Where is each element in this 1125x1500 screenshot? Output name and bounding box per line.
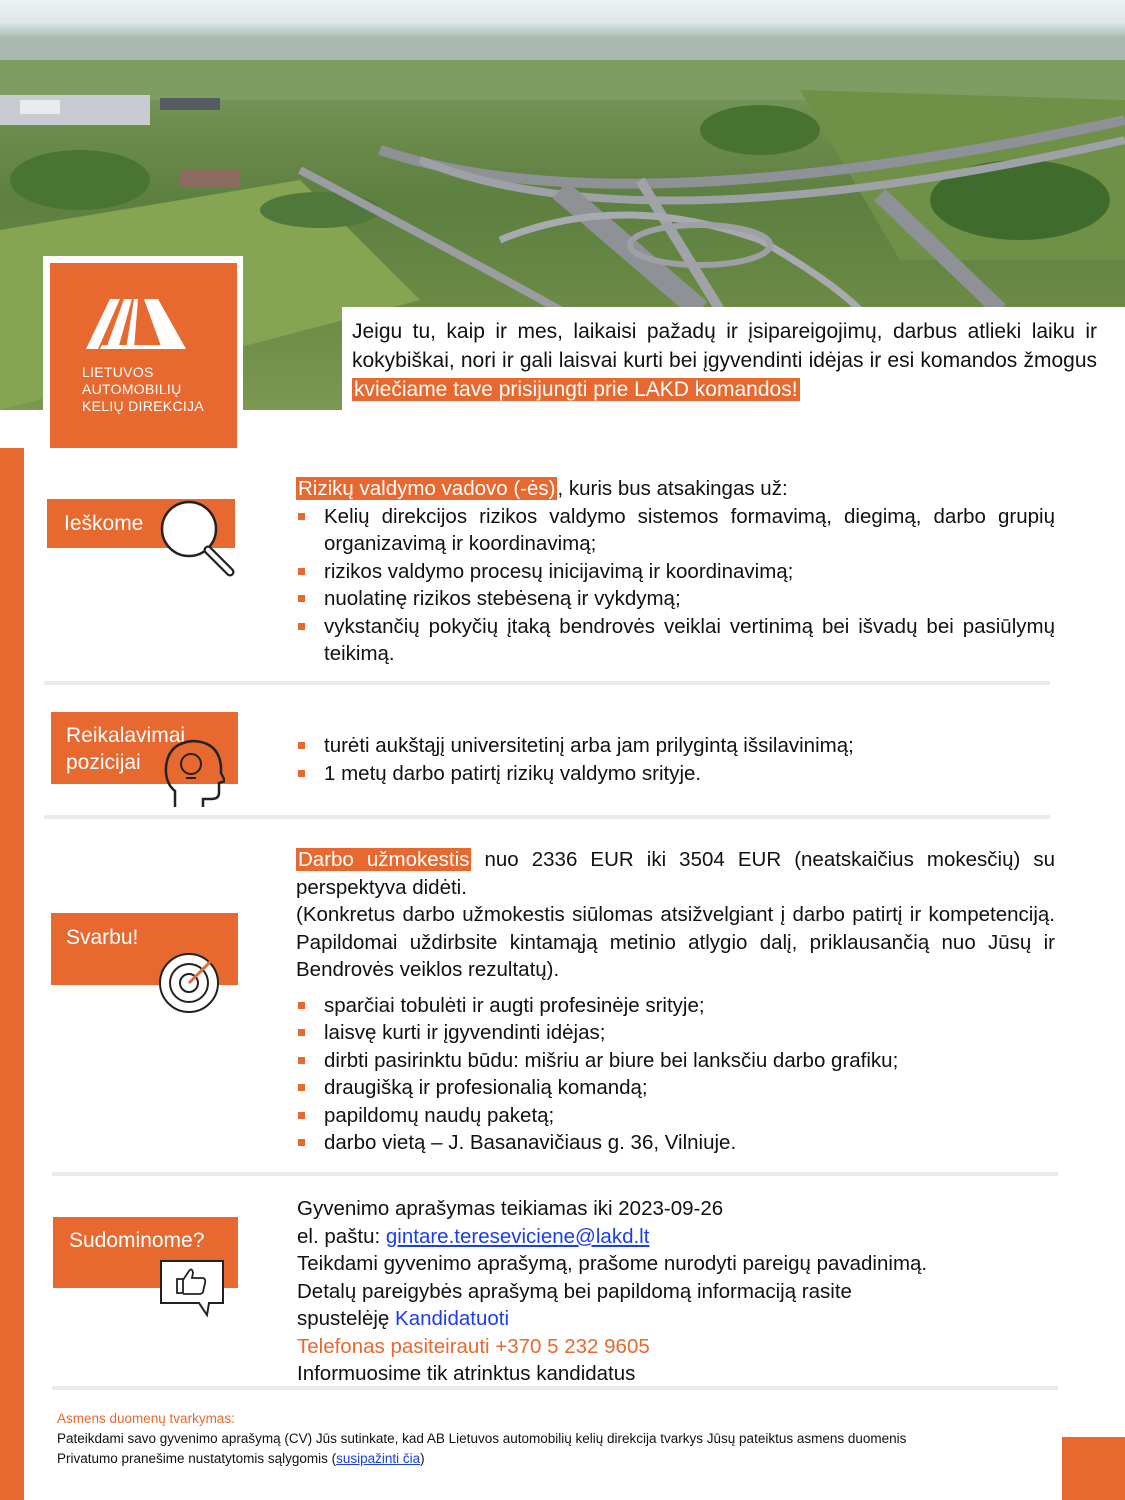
requirements-content (296, 732, 1055, 787)
apply-prefix: spustelėję (297, 1307, 396, 1330)
divider (52, 1172, 1058, 1176)
list-item: papildomų naudų paketą; (296, 1102, 1055, 1130)
tag-requirements-label-2: pozicijai (66, 751, 141, 774)
important-content (296, 846, 1055, 1157)
salary-paragraph (296, 846, 1055, 901)
tag-interested-label: Sudominome? (69, 1229, 205, 1252)
corner-accent-block (1062, 1437, 1125, 1500)
email-line (297, 1223, 1057, 1251)
email-prefix: el. paštu: (297, 1224, 386, 1248)
privacy-title: Asmens duomenų tvarkymas: (57, 1411, 235, 1426)
logo-line-2: AUTOMOBILIŲ (82, 381, 182, 397)
privacy-suffix: ) (420, 1451, 425, 1466)
salary-label: Darbo užmokestis (298, 848, 470, 871)
logo-frame (43, 256, 243, 454)
salary-note: (Konkretus darbo užmokestis siūlomas atsižvelgiant į darbo patirtį ir kompetenciją. Papildomai uždirbsite kintamąją metinio atlygio dalį, priklausančią nuo Jūsų ir Bendrovės veiklos rezultatų). (296, 903, 1055, 981)
tag-important-label: Svarbu! (66, 926, 139, 949)
logo-wordmark (82, 364, 204, 415)
position-title: Rizikų valdymo vadovo (-ės) (298, 477, 556, 500)
target-icon (158, 946, 228, 1016)
privacy-prefix: Privatumo pranešime nustatytomis sąlygomis ( (57, 1451, 337, 1466)
salary-text: nuo 2336 EUR iki 3504 EUR (neatskaičius mokesčių) su perspektyva didėti. (296, 848, 1056, 899)
list-item: dirbti pasirinktu būdu: mišriu ar biure bei lanksčiu darbo grafiku; (296, 1047, 1055, 1075)
responsibilities-list (296, 503, 1055, 668)
intro-text (352, 317, 1097, 404)
list-item: 1 metų darbo patirtį rizikų valdymo srityje. (296, 760, 1055, 788)
privacy-line-1: Pateikdami savo gyvenimo aprašymą (CV) Jūs sutinkate, kad AB Lietuvos automobilių kelių direkcija tvarkys Jūsų pateiktus asmens duomenis (57, 1431, 907, 1446)
divider (44, 681, 1050, 685)
list-item: draugišką ir profesionalią komandą; (296, 1074, 1055, 1102)
list-item: Kelių direkcijos rizikos valdymo sistemos formavimą, diegimą, darbo grupių organizavimą ir koordinavimą; (296, 503, 1055, 558)
seeking-lead-text: , kuris bus atsakingas už: (557, 477, 788, 500)
divider (44, 815, 1050, 819)
intro-highlight: kviečiame tave prisijungti prie LAKD komandos! (354, 378, 798, 401)
apply-line (297, 1305, 1057, 1333)
logo-line-1: LIETUVOS (82, 364, 154, 380)
privacy-line-2 (57, 1449, 1057, 1469)
deadline-text: Gyvenimo aprašymas teikiamas iki 2023-09-26 (297, 1197, 724, 1220)
list-item: darbo vietą – J. Basanavičiaus g. 36, Vilniuje. (296, 1129, 1055, 1157)
tag-seeking-label: Ieškome (64, 512, 144, 535)
benefits-list (296, 992, 1055, 1157)
email-link[interactable]: gintare.tereseviciene@lakd.lt (385, 1224, 650, 1248)
list-item: nuolatinę rizikos stebėseną ir vykdymą; (296, 585, 1055, 613)
details-text: Detalų pareigybės aprašymą bei papildomą informaciją rasite (297, 1279, 852, 1303)
interested-content (297, 1195, 1057, 1388)
list-item: sparčiai tobulėti ir augti profesinėje srityje; (296, 992, 1055, 1020)
list-item: turėti aukštąjį universitetinį arba jam prilygintą išsilavinimą; (296, 732, 1055, 760)
phone-text: Telefonas pasiteirauti +370 5 232 9605 (297, 1334, 650, 1358)
lakd-logo-icon (50, 263, 237, 363)
list-item: laisvę kurti ir įgyvendinti idėjas; (296, 1019, 1055, 1047)
seeking-lead (296, 475, 1055, 503)
privacy-link[interactable]: susipažinti čia (336, 1451, 421, 1466)
logo-line-3: KELIŲ DIREKCIJA (82, 398, 204, 414)
divider (52, 1386, 1058, 1390)
intro-panel (342, 307, 1125, 410)
left-accent-bar (0, 448, 24, 1500)
intro-body: Jeigu tu, kaip ir mes, laikaisi pažadų ir įsipareigojimų, darbus atlieki laiku ir kokybiškai, nori ir gali laisvai kurti bei įgyvendinti idėjas ir esi komandos žmogus (352, 320, 1097, 372)
thumbs-up-chat-icon (159, 1259, 225, 1317)
privacy-notice (57, 1409, 1057, 1469)
head-lightbulb-icon (163, 737, 225, 809)
requirements-list (296, 732, 1055, 787)
logo (50, 263, 237, 448)
instruction-text: Teikdami gyvenimo aprašymą, prašome nurodyti pareigų pavadinimą. (297, 1252, 928, 1275)
list-item: vykstančių pokyčių įtaką bendrovės veiklai vertinimą bei išvadų bei pasiūlymų teikimą. (296, 613, 1055, 668)
tag-requirements-label-1: Reikalavimai (66, 724, 186, 747)
magnifier-icon (158, 498, 238, 580)
seeking-content (296, 475, 1055, 668)
selection-note: Informuosime tik atrinktus kandidatus (297, 1362, 636, 1385)
list-item: rizikos valdymo procesų inicijavimą ir koordinavimą; (296, 558, 1055, 586)
apply-link[interactable]: Kandidatuoti (395, 1307, 509, 1330)
